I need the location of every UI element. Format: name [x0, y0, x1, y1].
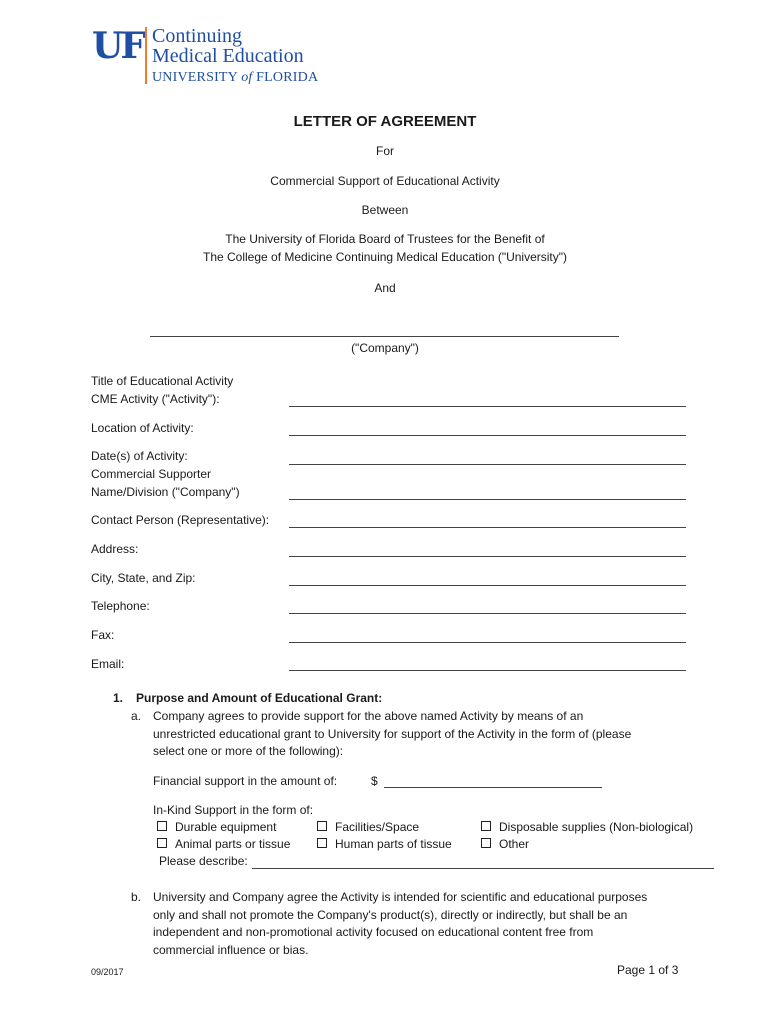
party1-line1: The University of Florida Board of Trustees for the Benefit of: [225, 232, 545, 246]
checkbox-icon[interactable]: [157, 838, 167, 848]
supporter-label-line2: Name/Division ("Company"): [91, 485, 240, 499]
dates-field[interactable]: [289, 464, 686, 465]
section1-heading: Purpose and Amount of Educational Grant:: [136, 691, 383, 705]
checkbox-disposable[interactable]: [481, 818, 693, 836]
footer-date: 09/2017: [91, 967, 124, 977]
header-between: Between: [361, 203, 409, 217]
item-a-line1: Company agrees to provide support for the above named Activity by means of an: [153, 709, 584, 723]
logo-university: UNIVERSITY: [152, 70, 242, 85]
logo-line-2: Medical Education: [152, 45, 304, 67]
item-b-line1: University and Company agree the Activity is intended for scientific and educational purposes: [153, 890, 648, 904]
header-subject: Commercial Support of Educational Activity: [270, 174, 500, 188]
amount-field[interactable]: [384, 787, 602, 788]
logo-line-1: Continuing: [152, 25, 243, 47]
logo-of: of: [241, 70, 253, 85]
option-label: Facilities/Space: [335, 820, 420, 834]
page-number: Page 1 of 3: [617, 963, 679, 977]
item-a-marker: a.: [131, 709, 142, 723]
item-a-line2: unrestricted educational grant to University for support of the Activity in the form of (please: [153, 727, 632, 741]
item-b-line4: commercial influence or bias.: [153, 943, 309, 957]
inkind-label: In-Kind Support in the form of:: [153, 803, 314, 817]
company-name-field[interactable]: [150, 336, 619, 337]
logo-divider: [145, 27, 147, 84]
item-b-marker: b.: [131, 890, 142, 904]
checkbox-icon[interactable]: [481, 838, 491, 848]
company-caption: ("Company"): [351, 341, 419, 355]
dollar-sign: $: [371, 774, 378, 788]
checkbox-other[interactable]: [481, 835, 529, 853]
checkbox-durable[interactable]: [157, 818, 276, 836]
item-b-line2: only and shall not promote the Company's product(s), directly or indirectly, but shall be an: [153, 908, 628, 922]
option-label: Other: [499, 837, 530, 851]
party1-line2: The College of Medicine Continuing Medical Education ("University"): [202, 250, 568, 264]
supporter-label-line1: Commercial Supporter: [91, 467, 212, 481]
email-label: Email:: [91, 657, 125, 671]
item-b-line3: independent and non-promotional activity focused on educational content free from: [153, 925, 594, 939]
checkbox-icon[interactable]: [157, 821, 167, 831]
header-for: For: [376, 144, 394, 158]
checkbox-icon[interactable]: [317, 821, 327, 831]
logo-florida: FLORIDA: [252, 70, 319, 85]
checkbox-human[interactable]: [317, 835, 452, 853]
checkbox-animal[interactable]: [157, 835, 290, 853]
email-field[interactable]: [289, 670, 686, 671]
telephone-field[interactable]: [289, 613, 686, 614]
financial-label: Financial support in the amount of:: [153, 774, 338, 788]
item-a-line3: select one or more of the following):: [153, 744, 344, 758]
location-label: Location of Activity:: [91, 421, 194, 435]
describe-field[interactable]: [252, 868, 714, 869]
dates-label: Date(s) of Activity:: [91, 449, 188, 463]
checkbox-facilities[interactable]: [317, 818, 419, 836]
fax-label: Fax:: [91, 628, 115, 642]
header-and: And: [374, 281, 396, 295]
contact-label: Contact Person (Representative):: [91, 513, 270, 527]
option-label: Durable equipment: [175, 820, 277, 834]
checkbox-icon[interactable]: [317, 838, 327, 848]
location-field[interactable]: [289, 435, 686, 436]
logo-line-3: [152, 70, 318, 86]
option-label: Disposable supplies (Non-biological): [499, 820, 694, 834]
please-describe-label: Please describe:: [159, 854, 248, 868]
checkbox-icon[interactable]: [481, 821, 491, 831]
option-label: Human parts of tissue: [335, 837, 452, 851]
telephone-label: Telephone:: [91, 599, 150, 613]
title-label-line2: CME Activity ("Activity"):: [91, 392, 220, 406]
document-title: LETTER OF AGREEMENT: [293, 113, 477, 130]
city-label: City, State, and Zip:: [91, 571, 196, 585]
contact-field[interactable]: [289, 527, 686, 528]
option-label: Animal parts or tissue: [175, 837, 291, 851]
title-field[interactable]: [289, 406, 686, 407]
title-label-line1: Title of Educational Activity: [91, 374, 234, 388]
address-field[interactable]: [289, 556, 686, 557]
uf-logo-mark: UF: [92, 25, 143, 67]
section1-number: 1.: [113, 691, 124, 705]
city-field[interactable]: [289, 585, 686, 586]
fax-field[interactable]: [289, 642, 686, 643]
supporter-field[interactable]: [289, 499, 686, 500]
address-label: Address:: [91, 542, 139, 556]
